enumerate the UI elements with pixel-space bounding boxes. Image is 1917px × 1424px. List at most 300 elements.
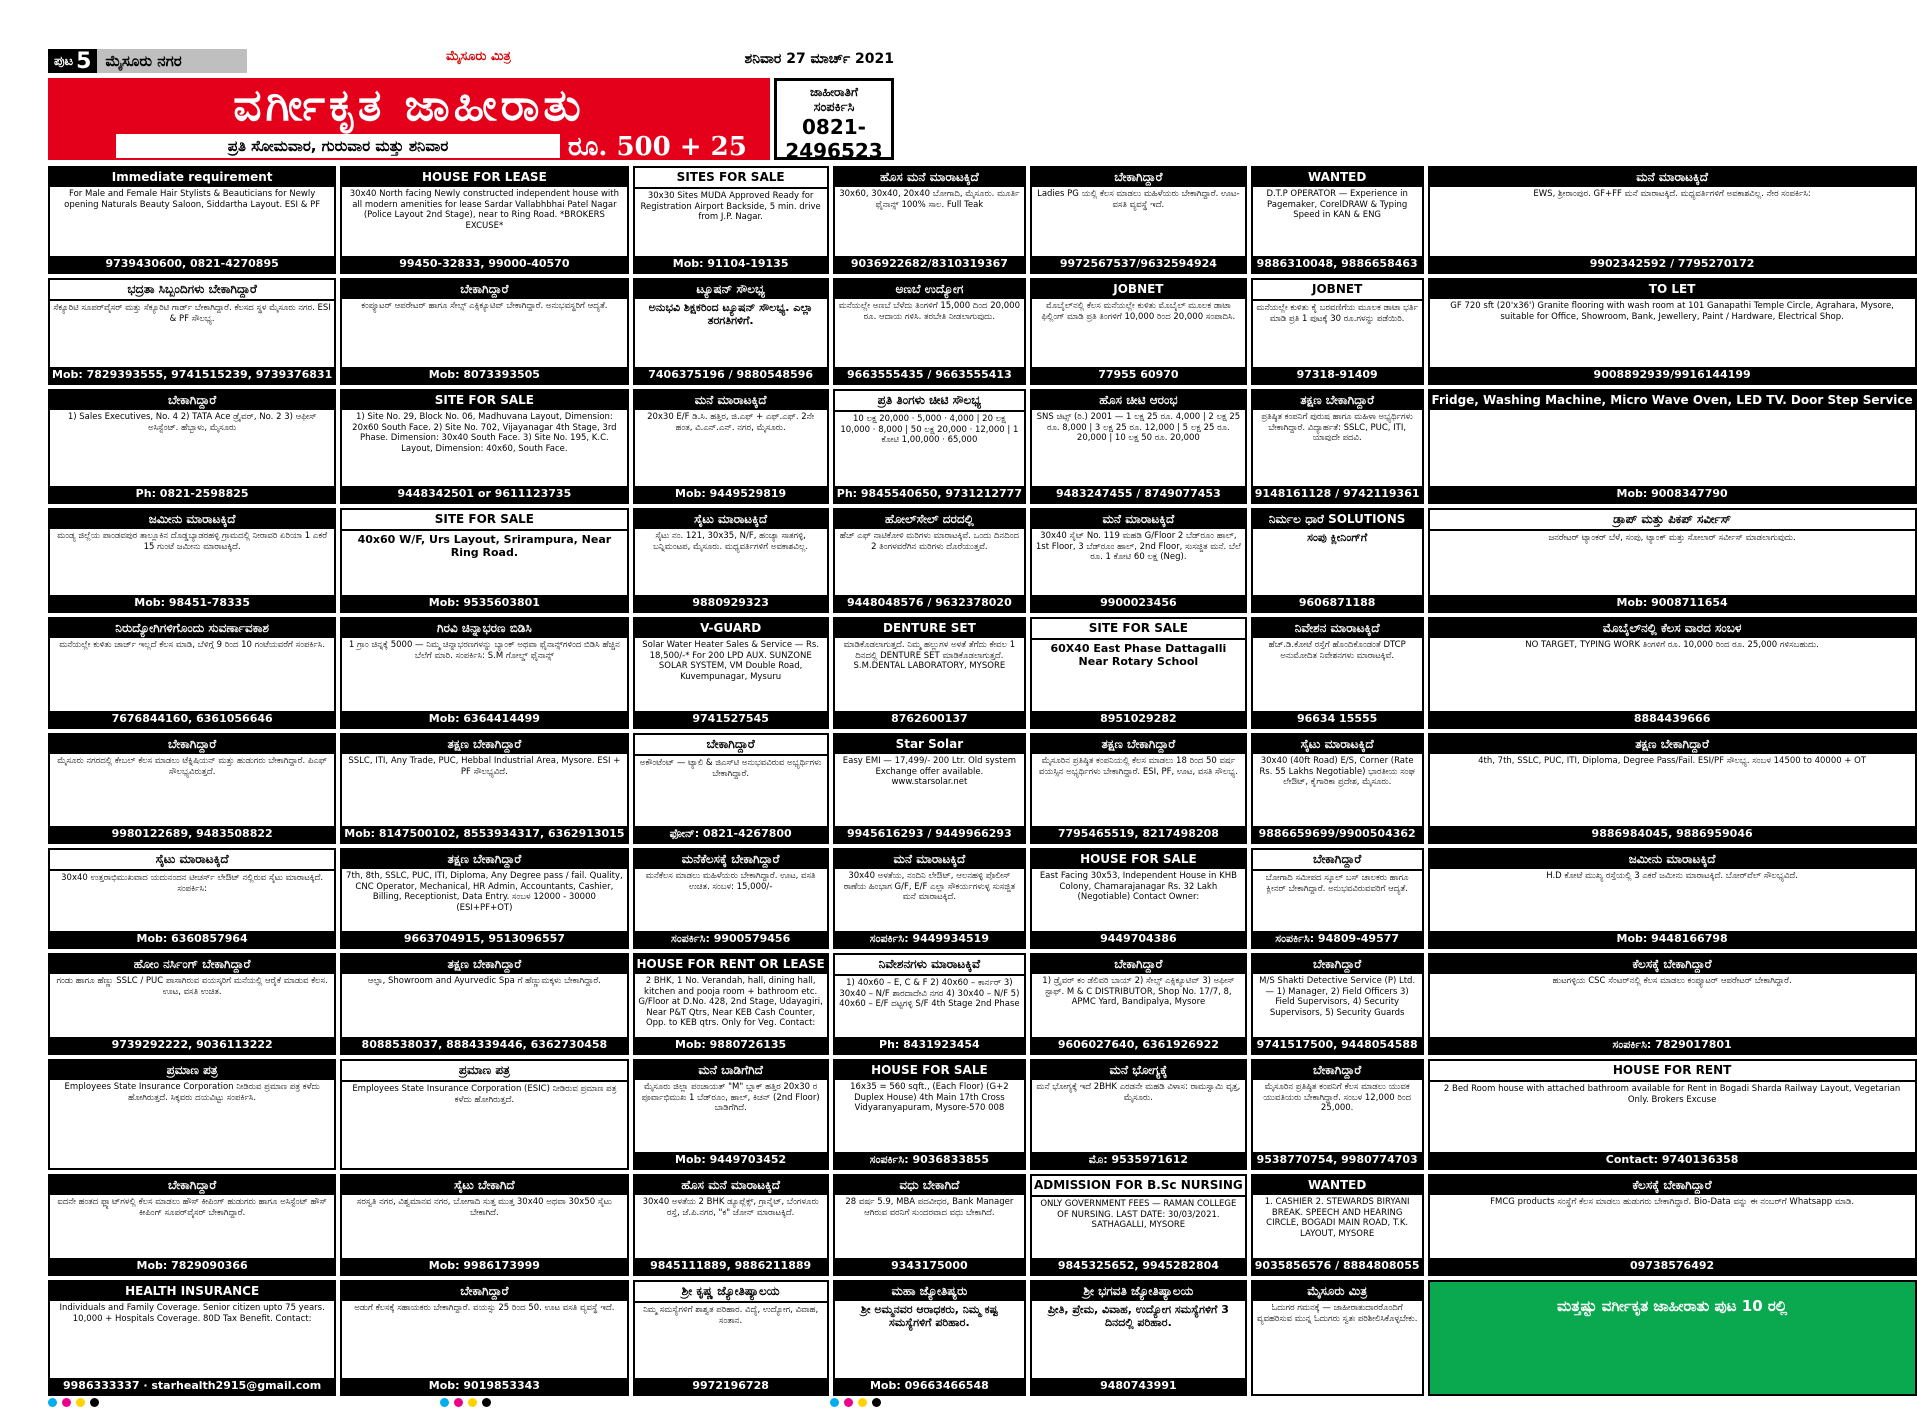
ad-phone: 9886310048, 9886658463 — [1253, 256, 1422, 272]
ad-phone: 9980122689, 9483508822 — [50, 826, 334, 842]
classified-ad — [1030, 508, 1247, 613]
classified-ad — [1251, 733, 1424, 844]
classified-ad — [833, 1059, 1026, 1170]
ad-body: D.T.P OPERATOR — Experience in Pagemaker, CorelDRAW & Typing Speed in KAN & ENG — [1266, 189, 1408, 220]
ad-body: ಮೈಸೂರು ಜಿಲ್ಲಾ ಪಂಚಾಯತ್ "M" ಬ್ಲಾಕ್ ಹತ್ತಿರ 20x30 ರ ಪೂರ್ವಾಭಿಮುಖ 1 ಬೆಡ್‌ರೂಂ, ಹಾಲ್, ಕಿಚನ್ (2nd Floor) ಬಾಡಿಗೆಗಿದೆ. — [641, 1082, 820, 1113]
ad-heading: SITES FOR SALE — [635, 168, 827, 189]
ad-phone: 96634 15555 — [1253, 711, 1422, 727]
classified-ad — [1428, 733, 1917, 844]
ad-heading: ಮನೆ ಮಾರಾಟಕ್ಕಿದೆ — [635, 391, 827, 410]
ad-body: ಪ್ರತಿಷ್ಠಿತ ಕಂಪನಿಗೆ ಪುರುಷ ಹಾಗೂ ಮಹಿಳಾ ಅಭ್ಯರ್ಥಿಗಳು ಬೇಕಾಗಿದ್ದಾರೆ. ವಿದ್ಯಾರ್ಹತೆ: SSLC, PUC, ITI, ಯಾವುದೇ ಪದವಿ. — [1261, 412, 1413, 443]
classified-ad — [1030, 278, 1247, 385]
ad-phone: 9845325652, 9945282804 — [1032, 1258, 1245, 1274]
ad-body: 1) Sales Executives, No. 4 2) TATA Ace ಡ್ರೈವರ್, No. 2 3) ಆಫೀಸ್ ಅಸಿಸ್ಟೆಂಟ್. ಹೆಬ್ಬಾಳು, ಮೈಸೂರು — [67, 412, 317, 433]
ad-body: ಮತ್ತಷ್ಟು ವರ್ಗೀಕೃತ ಜಾಹೀರಾತು ಪುಟ 10 ರಲ್ಲಿ — [1557, 1297, 1788, 1315]
ad-body: 30x40 ಅಳತೆಯ 2 BHK ಡ್ಯೂಪ್ಲೆಕ್ಸ್, ಗ್ರಾನೈಟ್, ಬೆಂಗಳೂರು ರಸ್ತೆ, ಜೆ.ಪಿ.ನಗರ, "ಕ" ಜೋನ್ ಮಾರಾಟಕ್ಕಿದೆ. — [642, 1197, 819, 1218]
section-title: ಮೈಸೂರು ನಗರ — [97, 49, 247, 73]
classified-ad — [340, 1280, 628, 1396]
ad-heading: WANTED — [1253, 168, 1422, 187]
ad-phone: 9972567537/9632594924 — [1032, 256, 1245, 272]
ad-body: ಮಂಡ್ಯ ಜಿಲ್ಲೆಯ ಪಾಂಡವಪುರ ತಾಲ್ಲೂಕಿನ ದೊಡ್ಡಬ್ಯಾಡರಹಳ್ಳಿ ಗ್ರಾಮದಲ್ಲಿ ನೀರಾವರಿ ಏರಿಯಾ 1 ಎಕರೆ 15 ಗುಂಟೆ ಜಮೀನು ಮಾರಾಟಕ್ಕಿದೆ. — [57, 531, 328, 552]
contact-line-4: 2496523 — [785, 139, 883, 163]
classified-ad — [833, 733, 1026, 844]
classified-ad — [1428, 278, 1917, 385]
page-number: 5 — [76, 48, 92, 74]
ad-heading: ಬೇಕಾಗಿದ್ದಾರೆ — [342, 280, 626, 299]
ad-heading: ಮನೆ ಮಾರಾಟಕ್ಕಿದೆ — [1032, 510, 1245, 529]
ad-heading: WANTED — [1253, 1176, 1422, 1195]
ad-heading: ತಕ್ಷಣ ಬೇಕಾಗಿದ್ದಾರೆ — [1032, 735, 1245, 754]
ad-body: 30x40 ಸೈಟ್ No. 119 ಮಹಡಿ G/Floor 2 ಬೆಡ್‌ರೂಂ ಹಾಲ್, 1st Floor, 3 ಬೆಡ್‌ರೂಂ ಹಾಲ್, 2nd Floor, ಸುಸಜ್ಜಿತ ಮನೆ. ಬೆಲೆ ರೂ. 1 ಕೋಟಿ 60 ಲಕ್ಷ (Neg). — [1035, 531, 1241, 562]
ad-body: ಗಂಡು ಹಾಗೂ ಹೆಣ್ಣು SSLC / PUC ಪಾಸಾಗಿರುವ ವಯಸ್ಕರಿಗೆ ಮನೆಯಲ್ಲಿ ಆರೈಕೆ ಮಾಡುವ ಕೆಲಸ. ಊಟ, ವಸತಿ ಉಚಿತ. — [56, 976, 328, 997]
dateline: ಶನಿವಾರ 27 ಮಾರ್ಚ್ 2021 — [744, 51, 894, 67]
magenta-dot — [844, 1398, 853, 1407]
ad-heading: ತಕ್ಷಣ ಬೇಕಾಗಿದ್ದಾರೆ — [1430, 735, 1915, 754]
ad-body: ಆಲ್ಫಾ, Showroom and Ayurvedic Spa ಗೆ ಹೆಣ್ಣುಮಕ್ಕಳು ಬೇಕಾಗಿದ್ದಾರೆ. — [367, 976, 601, 986]
ad-heading: ನಿರ್ಮಲ ಧಾರೆ SOLUTIONS — [1253, 510, 1422, 529]
ad-heading: ನಿವೇಶನ ಮಾರಾಟಕ್ಕಿದೆ — [1253, 619, 1422, 638]
ad-heading: ನಿವೇಶನಗಳು ಮಾರಾಟಕ್ಕಿವೆ — [835, 955, 1024, 976]
classified-ad — [48, 166, 336, 274]
ad-body: 1. CASHIER 2. STEWARDS BIRYANI BREAK. SPEECH AND HEARING CIRCLE, BOGADI MAIN ROAD, T.K. LAYOUT, MYSORE — [1264, 1197, 1410, 1239]
ad-heading: ADMISSION FOR B.Sc NURSING — [1032, 1176, 1245, 1197]
ad-body: NO TARGET, TYPING WORK ತಿಂಗಳಿಗೆ ರೂ. 10,000 ರಿಂದ ರೂ. 25,000 ಗಳಿಸಬಹುದು. — [1525, 640, 1819, 650]
registration-marks-center — [440, 1398, 491, 1408]
ad-phone: Ph: 8431923454 — [835, 1037, 1024, 1053]
ad-phone: 9663704915, 9513096557 — [342, 931, 626, 947]
ad-heading: ಜಮೀನು ಮಾರಾಟಕ್ಕಿದೆ — [50, 510, 334, 529]
ad-heading: ಸೈಟು ಮಾರಾಟಕ್ಕಿದೆ — [1253, 735, 1422, 754]
ad-body: ಮೊಬೈಲ್‌ನಲ್ಲಿ ಕೆಲಸ ಮನೆಯಲ್ಲೇ ಕುಳಿತು ಮೊಬೈಲ್ ಮೂಲಕ ಡಾಟಾ ಫಿಲ್ಲಿಂಗ್ ಮಾಡಿ ಪ್ರತಿ ತಿಂಗಳಿಗೆ 10,000 ರಿಂದ 20,000 ಸಂಪಾದಿಸಿ. — [1041, 301, 1236, 322]
ad-heading: ಮೊಬೈಲ್‌ನಲ್ಲಿ ಕೆಲಸ ವಾರದ ಸಂಬಳ — [1430, 619, 1915, 638]
ad-phone: 9986333337 · starhealth2915@gmail.com — [50, 1378, 334, 1394]
ad-heading: ತಕ್ಷಣ ಬೇಕಾಗಿದ್ದಾರೆ — [342, 735, 626, 754]
ad-phone: 9845111889, 9886211889 — [635, 1258, 827, 1274]
ad-phone: 9606871188 — [1253, 595, 1422, 611]
ad-phone: 9900023456 — [1032, 595, 1245, 611]
ad-body: EWS, ಶ್ರೀರಾಂಪುರ. GF+FF ಮನೆ ಮಾರಾಟಕ್ಕಿದೆ. ಮಧ್ಯವರ್ತಿಗಳಿಗೆ ಅವಕಾಶವಿಲ್ಲ. ನೇರ ಸಂಪರ್ಕಿಸಿ: — [1533, 189, 1811, 199]
ad-phone: 77955 60970 — [1032, 367, 1245, 383]
classified-ad — [1030, 733, 1247, 844]
ad-heading: ಹೊಸ ಚೀಟಿ ಆರಂಭ — [1032, 391, 1245, 410]
ad-heading: ಬೇಕಾಗಿದ್ದಾರೆ — [1253, 850, 1422, 871]
banner-price: ರೂ. 500 + 25 — [568, 132, 747, 162]
classified-ad — [340, 278, 628, 385]
ad-phone: 97318-91409 — [1253, 367, 1422, 383]
ad-phone: 9448342501 or 9611123735 — [342, 486, 626, 502]
ad-body: ಮನೆಯಲ್ಲೇ ಕುಳಿತು ಕೈ ಬರವಣಿಗೆಯ ಮೂಲಕ ಡಾಟಾ ಭರ್ತಿ ಮಾಡಿ ಪ್ರತಿ 1 ಪುಟಕ್ಕೆ 30 ರೂ.ಗಳನ್ನು ಪಡೆಯಿರಿ. — [1256, 303, 1418, 324]
ad-heading: JOBNET — [1253, 280, 1422, 301]
ad-heading: ಅಣಬೆ ಉದ್ಯೋಗ — [835, 280, 1024, 299]
ad-heading: ವಧು ಬೇಕಾಗಿದೆ — [835, 1176, 1024, 1195]
ad-body: 30x40 ಉತ್ತರಾಭಿಮುಖವಾದ ಯದುನಂದನ ಟೀಚರ್ಸ್ ಲೇಔಟ್ ನಲ್ಲಿರುವ ಸೈಟು ಮಾರಾಟಕ್ಕಿದೆ. ಸಂಪರ್ಕಿಸಿ: — [61, 873, 324, 894]
ad-body: ಐದನೇ ಹಂತದ ಫ್ಲ್ಯಾಟ್‌ಗಳಲ್ಲಿ ಕೆಲಸ ಮಾಡಲು ಹೌಸ್ ಕೀಪಿಂಗ್ ಹುಡುಗರು ಹಾಗೂ ಅಸಿಸ್ಟೆಂಟ್ ಹೌಸ್ ಕೀಪಿಂಗ್ ಸೂಪರ್‌ವೈಸರ್ ಬೇಕಾಗಿದ್ದಾರೆ. — [57, 1197, 327, 1218]
ad-phone: 9886659699/9900504362 — [1253, 826, 1422, 842]
ad-body: 1) Site No. 29, Block No. 06, Madhuvana Layout, Dimension: 20x60 South Face. 2) Site No. 702, Vijayanagar 4th Stage, 3rd Phase. Dimension: 30x40 South Face. 3) Site No. 195, K.C. Layout, Dimension: 40x60, South Face. — [352, 412, 617, 454]
ad-heading: ನಿರುದ್ಯೋಗಿಗಳಿಗೊಂದು ಸುವರ್ಣಾವಕಾಶ — [50, 619, 334, 638]
ad-body: 10 ಲಕ್ಷ 20,000 · 5,000 · 4,000 | 20 ಲಕ್ಷ 10,000 · 8,000 | 50 ಲಕ್ಷ 20,000 · 12,000 | 1 ಕೋಟಿ 1,00,000 · 65,000 — [840, 414, 1019, 445]
classified-ad — [633, 1059, 829, 1170]
classified-ad — [633, 166, 829, 274]
classified-ad — [48, 733, 336, 844]
classified-ad — [1030, 1059, 1247, 1170]
ad-body: ನಿಮ್ಮ ಸಮಸ್ಯೆಗಳಿಗೆ ಶಾಶ್ವತ ಪರಿಹಾರ. ವಿದ್ಯೆ, ಉದ್ಯೋಗ, ವಿವಾಹ, ಸಂತಾನ. — [643, 1305, 819, 1326]
yellow-dot — [76, 1398, 85, 1407]
ad-phone: 8884439666 — [1430, 711, 1915, 727]
ad-body: 2 BHK, 1 No. Verandah, hall, dining hall, kitchen and pooja room + bathroom etc. G/Floor at D.No. 428, 2nd Stage, Udayagiri, Near P&T Qtrs, Near KEB Cash Counter, Opp. to KEB qtrs. Only for Veg. Contact: — [638, 976, 823, 1028]
cyan-dot — [48, 1398, 57, 1407]
ad-heading: ಮನೆಕೆಲಸಕ್ಕೆ ಬೇಕಾಗಿದ್ದಾರೆ — [635, 850, 827, 869]
ad-phone: Mob: 7829393555, 9741515239, 9739376831 — [52, 368, 333, 381]
classified-ad — [1428, 508, 1917, 613]
ad-phone: Mob: 8147500102, 8553934317, 6362913015 — [344, 827, 625, 840]
ad-phone: ಫೋನ್: 0821-4267800 — [635, 826, 827, 842]
classified-ad — [833, 389, 1026, 504]
ad-heading: TO LET — [1430, 280, 1915, 299]
ad-phone: 9606027640, 6361926922 — [1032, 1037, 1245, 1053]
registration-marks-right — [830, 1398, 881, 1408]
classified-ad — [633, 617, 829, 729]
classified-ad — [1251, 278, 1424, 385]
ad-heading: ಮಹಾ ಜ್ಯೋತಿಷ್ಯರು — [835, 1282, 1024, 1301]
ad-phone: 9035856576 / 8884808055 — [1254, 1259, 1420, 1272]
ad-heading: ಟ್ಯೂಷನ್ ಸೌಲಭ್ಯ — [635, 280, 827, 299]
classified-banner — [48, 78, 770, 160]
contact-box — [774, 78, 894, 163]
ad-body: ಅಡುಗೆ ಕೆಲಸಕ್ಕೆ ಸಹಾಯಕರು ಬೇಕಾಗಿದ್ದಾರೆ. ವಯಸ್ಸು 25 ರಿಂದ 50. ಊಟ ವಸತಿ ವ್ಯವಸ್ಥೆ ಇದೆ. — [354, 1303, 615, 1313]
ad-heading: HOUSE FOR RENT — [1430, 1061, 1915, 1082]
classified-ad — [833, 617, 1026, 729]
ad-heading: ಬೇಕಾಗಿದ್ದಾರೆ — [635, 735, 827, 756]
ad-heading: ಮನೆ ಮಾರಾಟಕ್ಕಿದೆ — [835, 850, 1024, 869]
ad-body: ಓದುಗರ ಗಮನಕ್ಕೆ — ಜಾಹೀರಾತುದಾರರೊಂದಿಗೆ ವ್ಯವಹರಿಸುವ ಮುನ್ನ ಓದುಗರು ಸ್ವತಃ ಪರಿಶೀಲಿಸಿಕೊಳ್ಳಬೇಕು. — [1256, 1303, 1418, 1324]
ad-phone: Mob: 6364414499 — [342, 711, 626, 727]
ad-heading: ಕೆಲಸಕ್ಕೆ ಬೇಕಾಗಿದ್ದಾರೆ — [1430, 1176, 1915, 1195]
classified-ad — [633, 389, 829, 504]
ad-body: ಸೆಕ್ಯೂರಿಟಿ ಸೂಪರ್‌ವೈಸರ್ ಮತ್ತು ಸೆಕ್ಯೂರಿಟಿ ಗಾರ್ಡ್ ಬೇಕಾಗಿದ್ದಾರೆ. ಕೆಲಸದ ಸ್ಥಳ ಮೈಸೂರು ನಗರ. ESI & PF ಸೌಲಭ್ಯ. — [53, 303, 331, 324]
classified-ad — [633, 1280, 829, 1396]
classified-ad — [48, 848, 336, 949]
ad-body: ಪ್ರೀತಿ, ಪ್ರೇಮ, ವಿವಾಹ, ಉದ್ಯೋಗ ಸಮಸ್ಯೆಗಳಿಗೆ 3 ದಿನದಲ್ಲಿ ಪರಿಹಾರ. — [1047, 1303, 1229, 1329]
ad-phone: Mob: 9008347790 — [1430, 486, 1915, 502]
ad-body: M/S Shakti Detective Service (P) Ltd. — 1) Manager, 2) Field Officers 3) Field Supervisors, 4) Security Supervisors, 5) Security Guards — [1259, 976, 1416, 1018]
ad-phone: Mob: 9986173999 — [342, 1258, 626, 1274]
ad-body: ಕಂಪ್ಯೂಟರ್ ಆಪರೇಟರ್ ಹಾಗೂ ಸೇಲ್ಸ್ ಎಕ್ಸಿಕ್ಯೂಟಿವ್ ಬೇಕಾಗಿದ್ದಾರೆ. ಅನುಭವಸ್ಥರಿಗೆ ಆದ್ಯತೆ. — [361, 301, 608, 311]
ad-heading: Immediate requirement — [50, 168, 334, 187]
ad-body: ಮನೆಯಲ್ಲೇ ಕುಳಿತು ಚಾರ್ಜ್ ಇಲ್ಲದೆ ಕೆಲಸ ಮಾಡಿ, ಬೆಳಿಗ್ಗೆ 9 ರಿಂದ 10 ಗಂಟೆಯವರೆಗೆ ಸಂಪರ್ಕಿಸಿ. — [59, 640, 326, 650]
classified-ad — [48, 1059, 336, 1170]
ad-body: 30x40 (40ft Road) E/S, Corner (Rate Rs. 55 Lakhs Negotiable) ಭಾರತೀಯ ಸಂಘ ಲೇಔಟ್, ಕೈಗಾರಿಕಾ ಪ್ರದೇಶ, ಮೈಸೂರು. — [1259, 756, 1415, 787]
ad-body: 16x35 = 560 sqft., (Each Floor) (G+2 Duplex House) 4th Main 17th Cross Vidyaranyapuram, Mysore-570 008 — [850, 1082, 1009, 1113]
classified-ad — [1030, 953, 1247, 1055]
ad-body: East Facing 30x53, Independent House in KHB Colony, Chamarajanagar Rs. 32 Lakh (Negotiable) Contact Owner: — [1039, 871, 1237, 902]
ad-heading: ತಕ್ಷಣ ಬೇಕಾಗಿದ್ದಾರೆ — [1253, 391, 1422, 410]
ad-heading: HOUSE FOR SALE — [835, 1061, 1024, 1080]
classified-ad — [1428, 617, 1917, 729]
ad-body: ಮೈಸೂರಿನ ಪ್ರತಿಷ್ಠಿತ ಕಂಪನಿಯಲ್ಲಿ ಕೆಲಸ ಮಾಡಲು 18 ರಿಂದ 50 ವರ್ಷ ವಯಸ್ಸಿನ ಅಭ್ಯರ್ಥಿಗಳು ಬೇಕಾಗಿದ್ದಾರೆ. ESI, PF, ಊಟ, ವಸತಿ ಸೌಲಭ್ಯ. — [1038, 756, 1238, 777]
ad-phone: Mob: 9449703452 — [635, 1152, 827, 1168]
ad-body: ಹುಟಗಳ್ಳಿಯ CSC ಸೆಂಟರ್‌ನಲ್ಲಿ ಕೆಲಸ ಮಾಡಲು ಕಂಪ್ಯೂಟರ್ ಆಪರೇಟರ್ ಬೇಕಾಗಿದ್ದಾರೆ. — [1552, 976, 1792, 986]
ad-body: 30x30 Sites MUDA Approved Ready for Registration Airport Backside, 5 min. drive from J.P. Nagar. — [640, 191, 821, 222]
classified-ad — [340, 733, 628, 844]
ad-phone: ಸಂಪರ್ಕಿಸಿ: 9900579456 — [635, 931, 827, 947]
ad-body: ಮನೆಯಲ್ಲೇ ಅಣಬೆ ಬೆಳೆದು ತಿಂಗಳಿಗೆ 15,000 ದಿಂದ 20,000 ರೂ. ಆದಾಯ ಗಳಿಸಿ. ತರಬೇತಿ ನೀಡಲಾಗುವುದು. — [838, 301, 1020, 322]
ad-body: ಶ್ರೀ ಅಮ್ಮನವರ ಆರಾಧಕರು, ನಿಮ್ಮ ಕಷ್ಟ ಸಮಸ್ಯೆಗಳಿಗೆ ಪರಿಹಾರ. — [860, 1303, 998, 1329]
ad-phone: 9739430600, 0821-4270895 — [50, 256, 334, 272]
ad-phone: 9449704386 — [1032, 931, 1245, 947]
ad-heading: SITE FOR SALE — [1032, 619, 1245, 640]
ad-body: 7th, 8th, SSLC, PUC, ITI, Diploma, Any Degree pass / fail. Quality, CNC Operator, Mechanical, HR Admin, Accountants, Cashier, Billing, Receptionist, Data Entry. ಸಂಬಳ 12000 - 30000 (ESI+PF+OT) — [346, 871, 623, 913]
ad-heading: ಭದ್ರತಾ ಸಿಬ್ಬಂದಿಗಳು ಬೇಕಾಗಿದ್ದಾರೆ — [50, 280, 334, 301]
ad-body: FMCG products ಸಂಸ್ಥೆಗೆ ಕೆಲಸ ಮಾಡಲು ಹುಡುಗರು ಬೇಕಾಗಿದ್ದಾರೆ. Bio-Data ವನ್ನು ಈ ನಂಬರ್‌ಗೆ Whatsapp ಮಾಡಿ. — [1490, 1197, 1855, 1207]
ad-phone: 9148161128 / 9742119361 — [1254, 487, 1420, 500]
ad-body: ಜನರೇಟರ್ ಟ್ಯಾಂಕರ್ ಬೆಳೆ, ಸಂಪು, ಟ್ಯಾಂಕ್ ಮತ್ತು ಸೋಲಾರ್ ಸರ್ವೀಸ್ ಮಾಡಲಾಗುವುದು. — [1548, 533, 1796, 543]
ad-phone: 9886984045, 9886959046 — [1430, 826, 1915, 842]
magenta-dot — [62, 1398, 71, 1407]
ad-body: 30x40 ಅಳತೆಯ, ನಂದಿನಿ ಲೇಔಟ್, ಆಲನಹಳ್ಳಿ ಪೊಲೀಸ್ ಠಾಣೆಯ ಹಿಂಭಾಗ G/F, E/F ಎಲ್ಲಾ ಸೌಕರ್ಯಗಳುಳ್ಳ ಸುಸಜ್ಜಿತ ಮನೆ ಮಾರಾಟಕ್ಕಿದೆ. — [843, 871, 1016, 902]
classified-ad — [340, 617, 628, 729]
ad-phone: Ph: 9845540650, 9731212777 — [836, 487, 1022, 500]
classified-ad — [633, 278, 829, 385]
classified-ad — [633, 733, 829, 844]
classified-ad — [633, 1174, 829, 1276]
classified-ad — [633, 508, 829, 613]
ad-body: ಮನೆಕೆಲಸ ಮಾಡಲು ಮಹಿಳೆಯರು ಬೇಕಾಗಿದ್ದಾರೆ. ಊಟ, ವಸತಿ ಉಚಿತ. ಸಂಬಳ: 15,000/- — [645, 871, 816, 892]
magenta-dot — [454, 1398, 463, 1407]
classified-ad — [633, 953, 829, 1055]
ad-body: SSLC, ITI, Any Trade, PUC, Hebbal Industrial Area, Mysore. ESI + PF ಸೌಲಭ್ಯವಿದೆ. — [348, 756, 621, 777]
ad-phone: 9538770754, 9980774703 — [1253, 1152, 1422, 1168]
ad-heading: ಬೇಕಾಗಿದ್ದಾರೆ — [1253, 955, 1422, 974]
ad-heading: ಬೇಕಾಗಿದ್ದಾರೆ — [50, 735, 334, 754]
ad-heading: ಶ್ರೀ ಭಗವತಿ ಜ್ಯೋತಿಷ್ಯಾಲಯ — [1032, 1282, 1245, 1301]
ad-body: Solar Water Heater Sales & Service — Rs. 18,500/-* For 200 LPD AUX. SUNZONE SOLAR SYSTEM, VM Double Road, Kuvempunagar, Mysuru — [642, 640, 820, 682]
ad-phone: 9741517500, 9448054588 — [1253, 1037, 1422, 1053]
ad-body: 28 ವರ್ಷ 5.9, MBA ಪದವೀಧರ, Bank Manager ಆಗಿರುವ ವರನಿಗೆ ಸುಂದರವಾದ ವಧು ಬೇಕಾಗಿದೆ. — [845, 1197, 1014, 1218]
ad-body: 4th, 7th, SSLC, PUC, ITI, Diploma, Degree Pass/Fail. ESI/PF ಸೌಲಭ್ಯ. ಸಂಬಳ 14500 to 40000 + OT — [1478, 756, 1867, 766]
ad-phone: Mob: 09663466548 — [835, 1378, 1024, 1394]
ad-phone: 8951029282 — [1032, 711, 1245, 727]
ad-phone: 9480743991 — [1032, 1378, 1245, 1394]
ad-body: 30x60, 30x40, 20x40 ಬೋಗಾದಿ, ಮೈಸೂರು. ಮೂರ್ತಿ ಫೈನಾನ್ಸ್ 100% ಸಾಲ. Full Teak — [839, 189, 1020, 210]
ad-phone: 9972196728 — [635, 1378, 827, 1394]
ad-heading: ಹೊಸ ಮನೆ ಮಾರಾಟಕ್ಕಿದೆ — [635, 1176, 827, 1195]
ad-phone: ಮೊ: 9535971612 — [1032, 1152, 1245, 1168]
ad-body: 30x40 North facing Newly constructed independent house with all modern amenities for lease Sardar Vallabhbhai Patel Nagar (Police Layout 2nd Stage), near to Ring Road. *BROKERS EXCUSE* — [349, 189, 619, 231]
yellow-dot — [468, 1398, 477, 1407]
ad-heading: ಮನೆ ಭೋಗ್ಯಕ್ಕೆ — [1032, 1061, 1245, 1080]
ad-phone: 9880929323 — [635, 595, 827, 611]
ad-phone: Mob: 9449529819 — [635, 486, 827, 502]
ad-heading: ಶ್ರೀ ಕೃಷ್ಣ ಜ್ಯೋತಿಷ್ಯಾಲಯ — [635, 1282, 827, 1303]
ad-body: 2 Bed Room house with attached bathroom available for Rent in Bogadi Sharda Railway Layout, Vegetarian Only. Brokers Excuse — [1443, 1084, 1901, 1105]
ad-body: SNS ಚಿಟ್ಸ್ (ರಿ.) 2001 — 1 ಲಕ್ಷ 25 ರೂ. 4,000 | 2 ಲಕ್ಷ 25 ರೂ. 8,000 | 3 ಲಕ್ಷ 25 ರೂ. 12,000 | 5 ಲಕ್ಷ 25 ರೂ. 20,000 | 10 ಲಕ್ಷ 50 ರೂ. 20,000 — [1036, 412, 1241, 443]
ad-body: ಅನುಭವಿ ಶಿಕ್ಷಕರಿಂದ ಟ್ಯೂಷನ್ ಸೌಲಭ್ಯ. ಎಲ್ಲಾ ತರಗತಿಗಳಿಗೆ. — [648, 301, 813, 327]
ad-body: ಸರಸ್ವತಿ ನಗರ, ವಿಶ್ವಮಾನವ ನಗರ, ಬೋಗಾದಿ ಸುತ್ತ ಮುತ್ತ 30x40 ಅಥವಾ 30x50 ಸೈಟು ಬೇಕಾಗಿದೆ. — [356, 1197, 612, 1218]
classified-ad — [1428, 389, 1917, 504]
ad-phone: 9483247455 / 8749077453 — [1032, 486, 1245, 502]
classified-ad — [48, 1280, 336, 1396]
ad-heading: ಬೇಕಾಗಿದ್ದಾರೆ — [1253, 1061, 1422, 1080]
ad-heading: ಮನೆ ಮಾರಾಟಕ್ಕಿದೆ — [1430, 168, 1915, 187]
page-label: ಪುಟ — [54, 53, 74, 69]
ad-phone: 7795465519, 8217498208 — [1032, 826, 1245, 842]
ad-phone: 9663555435 / 9663555413 — [835, 367, 1024, 383]
ad-phone: Ph: 0821-2598825 — [50, 486, 334, 502]
classified-ad — [833, 278, 1026, 385]
ad-body: Employees State Insurance Corporation ನೀಡಿರುವ ಪ್ರಮಾಣ ಪತ್ರ ಕಳೆದು ಹೋಗಿರುತ್ತದೆ. ಸಿಕ್ಕವರು ದಯವಿಟ್ಟು ಸಂಪರ್ಕಿಸಿ. — [64, 1082, 320, 1103]
classified-ad — [633, 848, 829, 949]
ad-phone: Mob: 7829090366 — [50, 1258, 334, 1274]
ad-heading: Star Solar — [835, 735, 1024, 754]
page-number-tag — [48, 49, 97, 73]
ad-heading: Fridge, Washing Machine, Micro Wave Oven, LED TV. Door Step Service — [1430, 391, 1915, 410]
ad-body: ಮಾಡಿಕೊಡಲಾಗುತ್ತದೆ. ನಿಮ್ಮ ಹಲ್ಲುಗಳ ಅಳತೆ ತೆಗೆದು ಕೇವಲ 1 ದಿನದಲ್ಲಿ DENTURE SET ಮಾಡಿಕೊಡಲಾಗುತ್ತದೆ. S.M.DENTAL LABORATORY, MYSORE — [843, 640, 1016, 671]
ad-phone: Mob: 9880726135 — [635, 1037, 827, 1053]
ad-heading: ಬೇಕಾಗಿದ್ದಾರೆ — [1032, 955, 1245, 974]
classified-ad — [1251, 508, 1424, 613]
contact-line-2: ಸಂಪರ್ಕಿಸಿ — [813, 100, 855, 115]
ad-heading: SITE FOR SALE — [342, 391, 626, 410]
ad-phone: Mob: 9008711654 — [1430, 595, 1915, 611]
classified-ad — [48, 1174, 336, 1276]
yellow-dot — [858, 1398, 867, 1407]
ad-phone: Mob: 8073393505 — [342, 367, 626, 383]
ad-phone: Mob: 6360857964 — [50, 931, 334, 947]
classified-ad — [1251, 1059, 1424, 1170]
ad-heading: ಪ್ರತಿ ತಿಂಗಳು ಚೀಟಿ ಸೌಲಭ್ಯ — [835, 391, 1024, 412]
ad-body: GF 720 sft (20'x36') Granite flooring with wash room at 101 Ganapathi Temple Circle, Agrahara, Mysore, suitable for Office, Showroom, Bank, Jewellery, Paint / Hardware, Electrical Shop. — [1450, 301, 1894, 322]
ad-phone: ಸಂಪರ್ಕಿಸಿ: 9449934519 — [835, 931, 1024, 947]
ad-body: ಸೈಟು ನಂ. 121, 30x35, N/F, ಹಂಚ್ಯಾ ಸಾತಗಳ್ಳಿ, ಬನ್ನಿಮಂಟಪ, ಮೈಸೂರು. ಮಧ್ಯವರ್ತಿಗಳಿಗೆ ಅವಕಾಶವಿಲ್ಲ. — [653, 531, 809, 552]
ad-body — [1430, 410, 1915, 486]
ad-body: Ladies PG ಯಲ್ಲಿ ಕೆಲಸ ಮಾಡಲು ಮಹಿಳೆಯರು ಬೇಕಾಗಿದ್ದಾರೆ. ಊಟ-ವಸತಿ ವ್ಯವಸ್ಥೆ ಇದೆ. — [1037, 189, 1240, 210]
ad-heading: ಬೇಕಾಗಿದ್ದಾರೆ — [50, 1176, 334, 1195]
ad-phone: 9036922682/8310319367 — [835, 256, 1024, 272]
ad-body: Easy EMI — 17,499/- 200 Ltr. Old system Exchange offer available. www.starsolar.net — [842, 756, 1016, 787]
ad-body: 60X40 East Phase Dattagalli Near Rotary School — [1050, 642, 1227, 668]
classified-ad — [340, 1174, 628, 1276]
ad-body: 40x60 W/F, Urs Layout, Srirampura, Near Ring Road. — [357, 533, 612, 559]
ad-body: ಮೈಸೂರಿನ ಪ್ರತಿಷ್ಠಿತ ಕಂಪನಿಗೆ ಕೆಲಸ ಮಾಡಲು ಯುವಕ ಯುವತಿಯರು ಬೇಕಾಗಿದ್ದಾರೆ. ಸಂಬಳ 12,000 ರಿಂದ 25,000. — [1263, 1082, 1412, 1113]
ad-heading: ತಕ್ಷಣ ಬೇಕಾಗಿದ್ದಾರೆ — [342, 850, 626, 869]
ad-body: 1) 40x60 – E, C & F 2) 40x60 – ಕಾರ್ನರ್ 3) 30x40 – N/F ಶಾರದಾದೇವಿ ನಗರ 4) 30x40 – N/F 5) 40x60 – E/F ದಟ್ಟಗಳ್ಳಿ S/F 4th Stage 2nd Phase — [839, 978, 1020, 1009]
ad-heading: ಪ್ರಮಾಣ ಪತ್ರ — [342, 1061, 626, 1082]
classified-ad — [340, 166, 628, 274]
classified-ad — [1251, 953, 1424, 1055]
classified-ad — [1251, 166, 1424, 274]
page-header — [48, 48, 894, 74]
classified-ad — [1251, 1174, 1424, 1276]
ad-heading: ಹೋಂ ನರ್ಸಿಂಗ್ ಬೇಕಾಗಿದ್ದಾರೆ — [50, 955, 334, 974]
classified-ad — [48, 389, 336, 504]
cyan-dot — [440, 1398, 449, 1407]
ad-phone: 9739292222, 9036113222 — [50, 1037, 334, 1053]
ad-phone: 7676844160, 6361056646 — [50, 711, 334, 727]
classified-ad — [1428, 1059, 1917, 1170]
classified-ad — [1030, 1280, 1247, 1396]
ad-phone: 09738576492 — [1430, 1258, 1915, 1274]
black-dot — [872, 1398, 881, 1407]
ad-heading: DENTURE SET — [835, 619, 1024, 638]
contact-line-1: ಜಾಹೀರಾತಿಗೆ — [810, 85, 858, 99]
ad-phone: Mob: 9535603801 — [342, 595, 626, 611]
classified-ad — [1428, 1280, 1917, 1396]
ad-heading: HEALTH INSURANCE — [50, 1282, 334, 1301]
ad-heading: HOUSE FOR RENT OR LEASE — [635, 955, 827, 974]
ad-phone: 9343175000 — [835, 1258, 1024, 1274]
classified-ad — [1251, 1280, 1424, 1396]
classified-ad — [833, 508, 1026, 613]
ad-body: Employees State Insurance Corporation (ESIC) ನೀಡಿರುವ ಪ್ರಮಾಣ ಪತ್ರ ಕಳೆದು ಹೋಗಿರುತ್ತದೆ. — [352, 1084, 617, 1105]
classified-ad — [833, 848, 1026, 949]
masthead: ಮೈಸೂರು ಮಿತ್ರ — [446, 49, 511, 64]
ad-phone: 9945616293 / 9449966293 — [835, 826, 1024, 842]
classified-ad — [1251, 617, 1424, 729]
ad-phone: ಸಂಪರ್ಕಿಸಿ: 7829017801 — [1430, 1037, 1915, 1053]
ad-heading: ಬೇಕಾಗಿದ್ದಾರೆ — [50, 391, 334, 410]
ad-phone: Mob: 91104-19135 — [635, 256, 827, 272]
ad-heading: ಮೈಸೂರು ಮಿತ್ರ — [1253, 1282, 1422, 1301]
classified-ads-grid — [48, 166, 1913, 1392]
contact-line-3: 0821- — [802, 115, 866, 139]
classified-ad — [833, 1280, 1026, 1396]
ad-heading: HOUSE FOR SALE — [1032, 850, 1245, 869]
classified-ad — [1030, 389, 1247, 504]
classified-ad — [340, 848, 628, 949]
classified-ad — [340, 389, 628, 504]
ad-heading: ಬೇಕಾಗಿದ್ದಾರೆ — [342, 1282, 626, 1301]
ad-phone: Mob: 98451-78335 — [50, 595, 334, 611]
classified-ad — [48, 617, 336, 729]
ad-body: ಮೈಸೂರು ನಗರದಲ್ಲಿ ಕೇಬಲ್ ಕೆಲಸ ಮಾಡಲು ಟೆಕ್ನಿಷಿಯನ್ ಮತ್ತು ಹುಡುಗರು ಬೇಕಾಗಿದ್ದಾರೆ. ಪಿಎಫ್ ಸೌಲಭ್ಯವಿರುತ್ತದೆ. — [57, 756, 327, 777]
ad-body: ಸಂಪು ಕ್ಲೀನಿಂಗ್‌ಗೆ — [1307, 531, 1368, 544]
registration-marks-left — [48, 1398, 99, 1408]
ad-body: 1) ಡ್ರೈವರ್ ಕಂ ಡೆಲಿವರಿ ಬಾಯ್ 2) ಸೇಲ್ಸ್ ಎಕ್ಸಿಕ್ಯೂಟಿವ್ 3) ಅಫೀಸ್ ಸ್ಟಾಫ್. M & C DISTRIBUTOR, Shop No. 17/7, 8, APMC Yard, Bandipalya, Mysore — [1042, 976, 1235, 1007]
ad-heading: ಸೈಟು ಮಾರಾಟಕ್ಕಿದೆ — [50, 850, 334, 871]
classified-ad — [1428, 953, 1917, 1055]
black-dot — [90, 1398, 99, 1407]
cyan-dot — [830, 1398, 839, 1407]
ad-phone: ಸಂಪರ್ಕಿಸಿ: 94809-49577 — [1253, 931, 1422, 947]
ad-heading: ಡ್ರಾಪ್ ಮತ್ತು ಪಿಕಪ್ ಸರ್ವೀಸ್ — [1430, 510, 1915, 531]
ad-phone: 9902342592 / 7795270172 — [1430, 256, 1915, 272]
ad-body: ಹೆಚ್ ಎಫ್ ನಾಟಿಕೋಳಿ ಮರಿಗಳು ಮಾರಾಟಕ್ಕಿವೆ. ಒಂದು ದಿನದಿಂದ 2 ತಿಂಗಳವರೆಗಿನ ಮರಿಗಳು ದೊರೆಯುತ್ತವೆ. — [839, 531, 1019, 552]
classified-ad — [1030, 848, 1247, 949]
classified-ad — [1428, 1174, 1917, 1276]
classified-ad — [833, 953, 1026, 1055]
classified-ad — [48, 508, 336, 613]
ad-body: For Male and Female Hair Stylists & Beauticians for Newly opening Naturals Beauty Saloon, Siddartha Layout. ESI & PF — [64, 189, 321, 210]
ad-phone: Mob: 9019853343 — [342, 1378, 626, 1394]
ad-heading: ತಕ್ಷಣ ಬೇಕಾಗಿದ್ದಾರೆ — [342, 955, 626, 974]
classified-ad — [833, 1174, 1026, 1276]
ad-phone: 9448048576 / 9632378020 — [835, 595, 1024, 611]
classified-ad — [1251, 389, 1424, 504]
ad-body: 20x30 E/F ಡಿ.ಸಿ. ಹತ್ತಿರ, ಜಿ.ಎಫ್ + ಎಫ್.ಎಫ್. 2ನೇ ಹಂತ, ವಿ.ಎನ್.ಎನ್. ನಗರ, ಮೈಸೂರು. — [647, 412, 815, 433]
ad-heading: SITE FOR SALE — [342, 510, 626, 531]
ad-body: 1 ಗ್ರಾಂ ಚಿನ್ನಕ್ಕೆ 5000 — ನಿಮ್ಮ ಚಿನ್ನಾಭರಣಗಳನ್ನು ಬ್ಯಾಂಕ್ ಅಥವಾ ಫೈನಾನ್ಸ್‌ಗಳಿಂದ ಬಿಡಿಸಿ ಹೆಚ್ಚಿನ ಬೆಲೆಗೆ ಮಾರಿ. ಸಂಪರ್ಕಿಸಿ: S.M ಗೋಲ್ಡ್ ಫೈನಾನ್ಸ್ — [348, 640, 620, 661]
classified-ad — [1428, 848, 1917, 949]
ad-heading: ಸೈಟು ಮಾರಾಟಕ್ಕಿದೆ — [635, 510, 827, 529]
ad-heading: ಬೇಕಾಗಿದ್ದಾರೆ — [1032, 168, 1245, 187]
ad-body: ಹೆಚ್.ಡಿ.ಕೋಟೆ ರಸ್ತೆಗೆ ಹೊಂದಿಕೊಂಡಂತೆ DTCP ಅನುಮೋದಿತ ನಿವೇಶನಗಳು ಮಾರಾಟಕ್ಕಿವೆ. — [1268, 640, 1406, 661]
ad-phone: 8762600137 — [835, 711, 1024, 727]
ad-body: ಬೋಗಾದಿ ಸಮೀಪದ ಸ್ಕೂಲ್ ಬಸ್ ಚಾಲಕರು ಹಾಗೂ ಕ್ಲೀನರ್ ಬೇಕಾಗಿದ್ದಾರೆ. ಅನುಭವವಿರುವವರಿಗೆ ಆದ್ಯತೆ. — [1265, 873, 1409, 894]
ad-heading: ಪ್ರಮಾಣ ಪತ್ರ — [50, 1061, 334, 1080]
classified-ad — [1030, 166, 1247, 274]
classified-ad — [833, 166, 1026, 274]
